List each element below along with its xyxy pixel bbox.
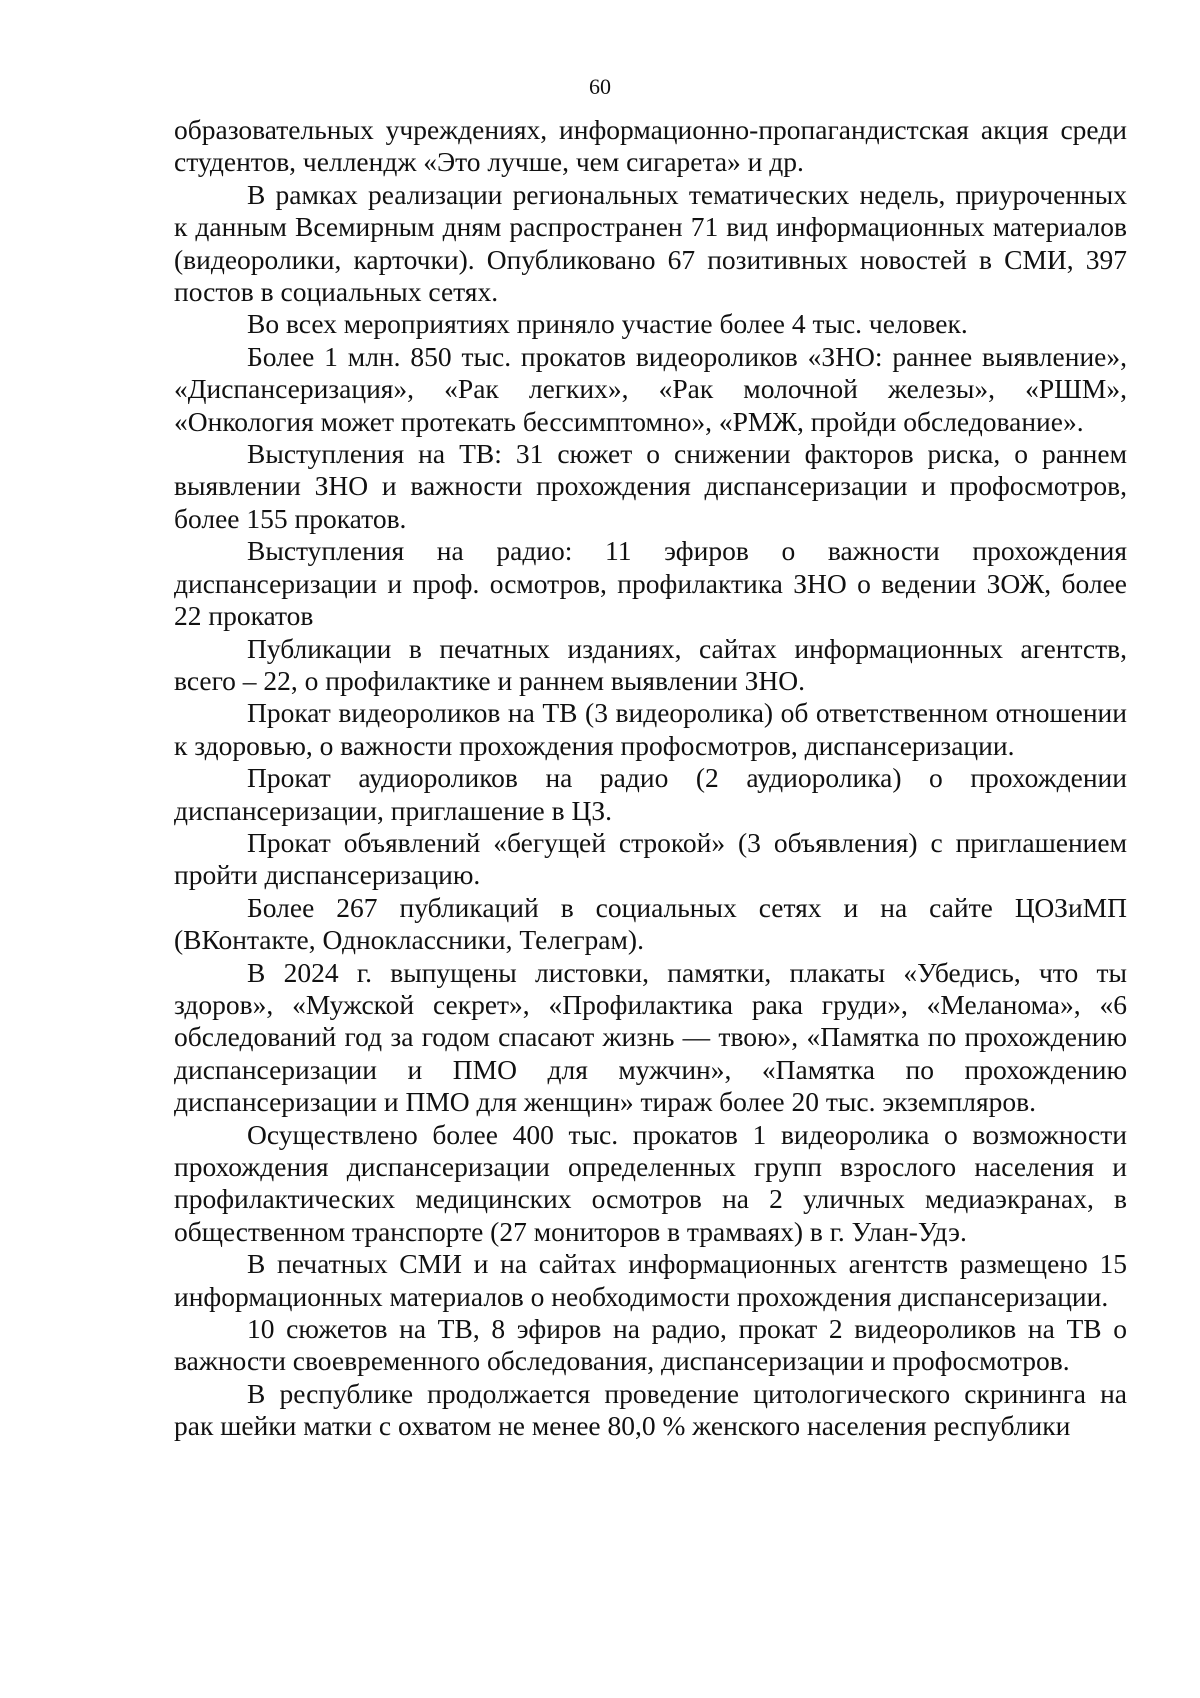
- paragraph: Публикации в печатных изданиях, сайтах информационных агентств, всего – 22, о профилактике и раннем выявлении ЗНО.: [174, 632, 1127, 696]
- document-body: [174, 114, 1127, 1443]
- paragraph: Прокат видеороликов на ТВ (3 видеоролика) об ответственном отношении к здоровью, о важности прохождения профосмотров, диспансеризации.: [174, 697, 1127, 761]
- paragraph: образовательных учреждениях, информационно-пропагандистская акция среди студентов, челлендж «Это лучше, чем сигарета» и др.: [174, 114, 1127, 178]
- paragraph: В республике продолжается проведение цитологического скрининга на рак шейки матки с охватом не менее 80,0 % женского населения республики: [174, 1377, 1127, 1442]
- paragraph: Во всех мероприятиях приняло участие более 4 тыс. человек.: [247, 308, 968, 340]
- paragraph: Осуществлено более 400 тыс. прокатов 1 видеоролика о возможности прохождения диспансеризации определенных групп взрослого населения и профилактических медицинских осмотров на 2 уличных медиаэкранах, в общественном транспорте (27 мониторов в трамваях) в г. Улан-Удэ.: [174, 1118, 1127, 1247]
- paragraph: 10 сюжетов на ТВ, 8 эфиров на радио, прокат 2 видеороликов на ТВ о важности своевременного обследования, диспансеризации и профосмотров.: [174, 1313, 1127, 1377]
- paragraph: Выступления на радио: 11 эфиров о важности прохождения диспансеризации и проф. осмотров, профилактика ЗНО о ведении ЗОЖ, более 22 прокатов: [174, 535, 1127, 632]
- paragraph: Более 1 млн. 850 тыс. прокатов видеороликов «ЗНО: раннее выявление», «Диспансеризация», «Рак легких», «Рак молочной железы», «РШМ», «Онкология может протекать бессимптомно», «РМЖ, пройди обследование».: [174, 340, 1127, 437]
- paragraph: В рамках реализации региональных тематических недель, приуроченных к данным Всемирным дням распространен 71 вид информационных материалов (видеоролики, карточки). Опубликовано 67 позитивных новостей в СМИ, 397 постов в социальных сетях.: [174, 178, 1127, 308]
- paragraph: В 2024 г. выпущены листовки, памятки, плакаты «Убедись, что ты здоров», «Мужской секрет», «Профилактика рака груди», «Меланома», «6 обследований год за годом спасают жизнь — твою», «Памятка по прохождению диспансеризации и ПМО для мужчин», «Памятка по прохождению диспансеризации и ПМО для женщин» тираж более 20 тыс. экземпляров.: [174, 956, 1127, 1118]
- paragraph: Прокат аудиороликов на радио (2 аудиоролика) о прохождении диспансеризации, приглашение в ЦЗ.: [174, 762, 1127, 826]
- paragraph: В печатных СМИ и на сайтах информационных агентств размещено 15 информационных материалов о необходимости прохождения диспансеризации.: [174, 1248, 1127, 1312]
- paragraph: Выступления на ТВ: 31 сюжет о снижении факторов риска, о раннем выявлении ЗНО и важности прохождения диспансеризации и профосмотров, более 155 прокатов.: [174, 438, 1127, 534]
- paragraph: Более 267 публикаций в социальных сетях и на сайте ЦОЗиМП (ВКонтакте, Одноклассники, Телеграм).: [174, 891, 1127, 956]
- page-number: 60: [589, 74, 611, 99]
- paragraph: Прокат объявлений «бегущей строкой» (3 объявления) с приглашением пройти диспансеризацию.: [174, 826, 1127, 891]
